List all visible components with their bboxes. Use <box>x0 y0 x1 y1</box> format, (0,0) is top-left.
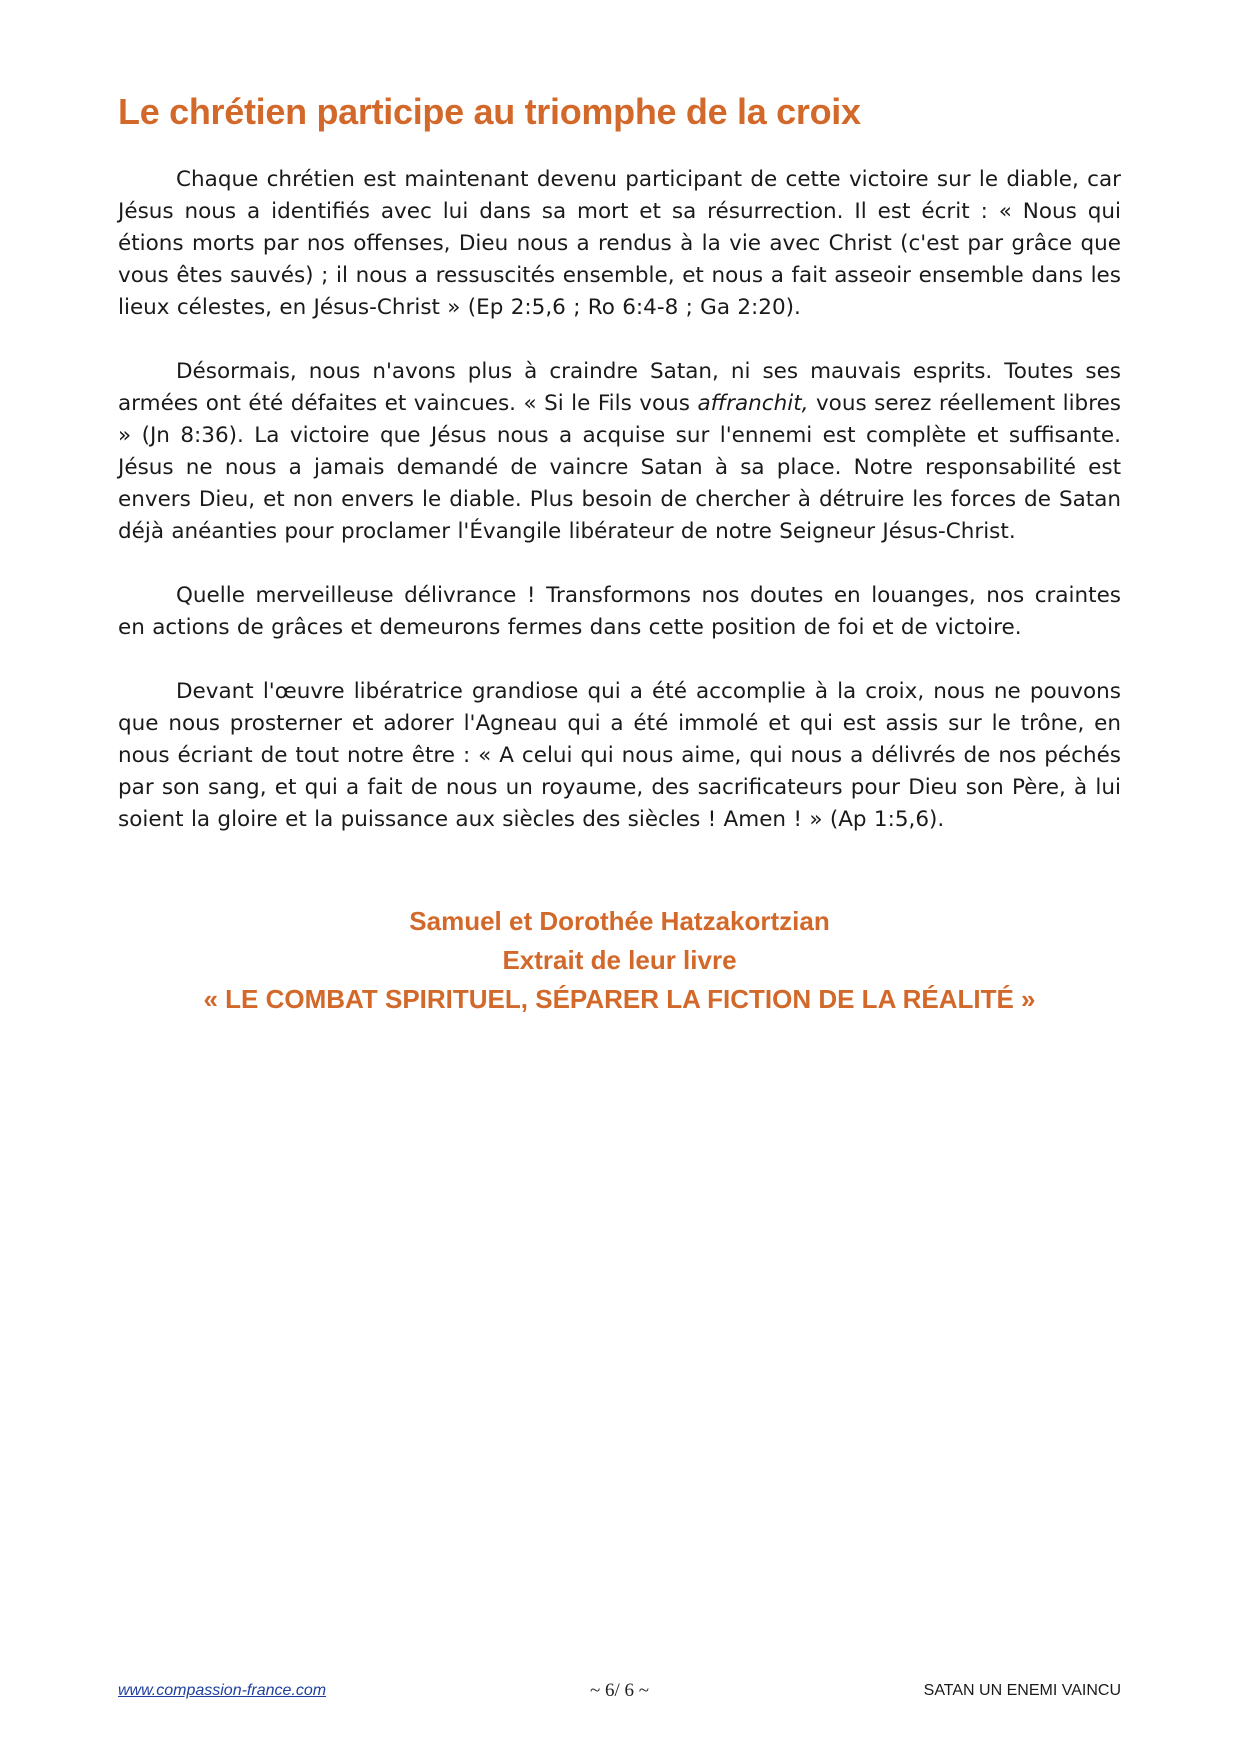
paragraph-1: Chaque chrétien est maintenant devenu participant de cette victoire sur le diable, car Jésus nous a identifiés avec lui dans sa mort et sa résurrection. Il est écrit : « Nous qui étions morts par nos offenses, Dieu nous a rendus à la vie avec Christ (c'est par grâce que vous êtes sauvés) ; il nous a ressuscités ensemble, et nous a fait asseoir ensemble dans les lieux célestes, en Jésus-Christ » (Ep 2:5,6 ; Ro 6:4-8 ; Ga 2:20). <box>118 167 1121 320</box>
paragraph-3: Quelle merveilleuse délivrance ! Transformons nos doutes en louanges, nos craintes en actions de grâces et demeurons fermes dans cette position de foi et de victoire. <box>118 583 1121 640</box>
paragraph-2-emphasis: affranchit, <box>697 391 809 416</box>
footer-document-title: SATAN UN ENEMI VAINCU <box>923 1682 1121 1699</box>
page-number: ~ 6/ 6 ~ <box>589 1680 650 1701</box>
paragraph-2-text-start: Désormais, nous n'avons plus à craindre Satan, ni ses mauvais esprits. Toutes ses armées ont été défaites et vaincues. « Si le Fils vous <box>118 359 1121 416</box>
book-subtitle: Extrait de leur livre <box>502 945 737 975</box>
article-body <box>118 164 1121 868</box>
paragraph-4: Devant l'œuvre libératrice grandiose qui a été accomplie à la croix, nous ne pouvons que nous prosterner et adorer l'Agneau qui a été immolé et qui est assis sur le trône, en nous écriant de tout notre être : « A celui qui nous aime, qui nous a délivrés de nos péchés par son sang, et qui a fait de nous un royaume, des sacrificateurs pour Dieu son Père, à lui soient la gloire et la puissance aux siècles des siècles ! Amen ! » (Ap 1:5,6). <box>118 679 1121 832</box>
website-link[interactable]: www.compassion-france.com <box>118 1682 327 1699</box>
book-title: « LE COMBAT SPIRITUEL, SÉPARER LA FICTION DE LA RÉALITÉ » <box>203 984 1036 1014</box>
paragraph-2 <box>118 356 1121 548</box>
authors-line: Samuel et Dorothée Hatzakortzian <box>409 906 830 936</box>
attribution-block <box>118 902 1121 1019</box>
page-footer <box>118 1682 1121 1712</box>
page-title: Le chrétien participe au triomphe de la croix <box>118 91 861 132</box>
paragraph-2-text-end: vous serez réellement libres » (Jn 8:36). La victoire que Jésus nous a acquise sur l'ennemi est complète et suffisante. Jésus ne nous a jamais demandé de vaincre Satan à sa place. Notre responsabilité est envers Dieu, et non envers le diable. Plus besoin de chercher à détruire les forces de Satan déjà anéanties pour proclamer l'Évangile libérateur de notre Seigneur Jésus-Christ. <box>118 391 1121 544</box>
